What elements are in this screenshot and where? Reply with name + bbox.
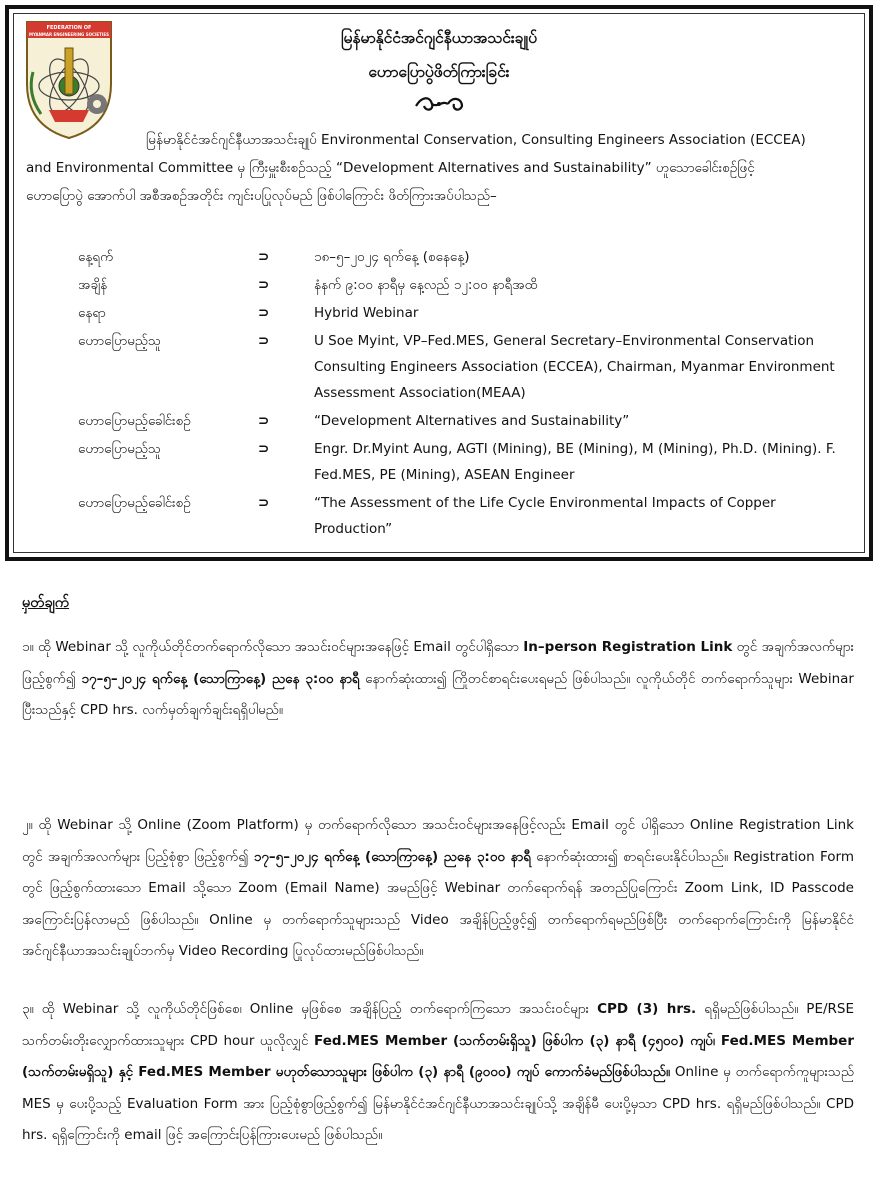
title-line-2: ဟောပြောပွဲဖိတ်ကြားခြင်း [368,63,510,81]
schedule-separator: ⊃ [258,495,270,511]
schedule-label: အချိန် [78,277,108,293]
schedule-label: နေ့ရက် [78,249,114,265]
note-text: ၁။ ထို Webinar သို့ လူကိုယ်တိုင်တက်ရောက်လိုသော အသင်းဝင်များအနေဖြင့် Email တွင်ပါရှိသော [22,639,524,655]
schedule-label: ဟောပြောမည့်ခေါင်းစဉ် [78,495,191,511]
note-bold: ၁၇–၅–၂၀၂၄ ရက်နေ့ (သောကြာနေ့) ညနေ ၃:၀၀ နာရီ [253,848,531,865]
note-bold: ၁၇–၅–၂၀၂၄ ရက်နေ့ (သောကြာနေ့) ညနေ ၃:၀၀ နာရီ [81,670,360,687]
schedule-separator: ⊃ [258,277,270,293]
schedule-separator: ⊃ [258,413,270,429]
note-text: Online မှ တက်ရောက်ကူများသည် MES မှ ပေးပို့သည့် Evaluation Form အား ပြည့်စုံစွာဖြည့်စွက်၍ မြန်မာနိုင်ငံအင်ဂျင်နီယာအသင်းချုပ်သို့ အချိန်မီ ပေးပို့မှသာ CPD hrs. ရရှိမည်ဖြစ်ပါသည်။ CPD hrs. ရရှိကြောင်းကို email ဖြင့် အကြောင်းပြန်ကြားပေးမည် ဖြစ်ပါသည်။ [22,1064,854,1143]
schedule-separator: ⊃ [258,441,270,457]
schedule-value: “The Assessment of the Life Cycle Environmental Impacts of Copper Production” [314,495,776,537]
schedule-row-speaker-1 [78,328,858,406]
schedule-value: Engr. Dr.Myint Aung, AGTI (Mining), BE (Mining), M (Mining), Ph.D. (Mining). F. Fed.MES, PE (Mining), ASEAN Engineer [314,441,836,483]
note-text: တွင် အချက်အလက်များ ဖြည့်စွက်၍ [22,639,854,687]
note-1 [22,632,854,727]
notes-heading: မှတ်ချက် [22,595,70,611]
schedule-value: နံနက် ၉:၀၀ နာရီမှ နေ့လည် ၁၂:၀၀ နာရီအထိ [314,277,538,293]
note-text: နောက်ဆုံးထား၍ စာရင်းပေးနိုင်ပါသည်။ Registration Form တွင် ဖြည့်စွက်ထားသော Email သို့သော Zoom (Email Name) အမည်ဖြင့် Webinar တက်ရောက်ရန် အတည်ပြုကြောင်း Zoom Link, ID Passcode အကြောင်းပြန်လာမည် ဖြစ်ပါသည်။ Online မှ တက်ရောက်သူများသည် Video အချိန်ပြည့်ဖွင့်၍ တက်ရောက်ရမည်ဖြစ်ပြီး တက်ရောက်ကြောင်းကို မြန်မာနိုင်ငံအင်ဂျင်နီယာအသင်းချုပ်ဘက်မှ Video Recording ပြုလုပ်ထားမည်ဖြစ်ပါသည်။ [22,848,854,959]
schedule-row-topic-1 [78,408,858,434]
schedule-separator: ⊃ [258,249,270,265]
intro-line-1: မြန်မာနိုင်ငံအင်ဂျင်နီယာအသင်းချုပ် Environmental Conservation, Consulting Engineers Association (ECCEA) [146,132,806,148]
schedule-value: “Development Alternatives and Sustainability” [314,413,630,429]
schedule-label: ဟောပြောမည့်ခေါင်းစဉ် [78,413,191,429]
note-3 [22,994,854,1152]
schedule-label: နေရာ [78,305,106,321]
intro-paragraph [26,126,852,210]
schedule-label: ဟောပြောမည့်သူ [78,441,162,457]
schedule-separator: ⊃ [258,305,270,321]
note-text: နောက်ဆုံးထား၍ ကြိုတင်စာရင်းပေးရမည် ဖြစ်ပါသည်။ လူကိုယ်တိုင် တက်ရောက်သူများ Webinar ပြီးသည်နှင့် CPD hrs. လက်မှတ်ချက်ချင်းရရှိပါမည်။ [22,670,854,718]
schedule-label: ဟောပြောမည့်သူ [78,333,162,349]
title-line-1: မြန်မာနိုင်ငံအင်ဂျင်နီယာအသင်းချုပ် [340,29,538,47]
schedule-list [78,244,858,544]
note-text: ၃။ ထို Webinar သို့ လူကိုယ်တိုင်ဖြစ်စေ၊ Online မှဖြစ်စေ အချိန်ပြည့် တက်ရောက်ကြသော အသင်းဝင်များ [22,1001,598,1017]
svg-text:FEDERATION OF: FEDERATION OF [46,25,92,31]
schedule-separator: ⊃ [258,333,270,349]
note-text: ရရှိမည်ဖြစ်ပါသည်။ PE/RSE သက်တမ်းတိုးလျှောက်ထားသူများ CPD hour ယူလိုလျှင် [22,1001,854,1049]
schedule-row-speaker-2 [78,436,858,488]
schedule-value: Hybrid Webinar [314,305,419,321]
note-2 [22,810,854,968]
schedule-row-venue [78,300,858,326]
svg-text:MYANMAR ENGINEERING SOCIETIES: MYANMAR ENGINEERING SOCIETIES [28,32,110,37]
schedule-value: ၁၈–၅–၂၀၂၄ ရက်နေ့ (စနေနေ့) [314,249,470,265]
schedule-row-time [78,272,858,298]
note-bold: CPD (3) hrs. [597,1001,697,1017]
ornament-icon [412,94,466,114]
schedule-row-topic-2 [78,490,858,542]
schedule-row-date [78,244,858,270]
note-bold: In–person Registration Link [523,639,733,655]
note-text: ၂။ ထို Webinar သို့ Online (Zoom Platform) မှ တက်ရောက်လိုသော အသင်းဝင်များအနေဖြင့်လည်း Email တွင် ပါရှိသော Online Registration Link တွင် အချက်အလက်များ ပြည့်စုံစွာ ဖြည့်စွက်၍ [22,817,854,865]
note-bold: Fed.MES Member (သက်တမ်းရှိသူ) ဖြစ်ပါက (၃) နာရီ (၄၅၀၀) ကျပ်၊ Fed.MES Member (သက်တမ်းမရှိသူ) နှင့် Fed.MES Member မဟုတ်သောသူများ ဖြစ်ပါက (၃) နာရီ (၉၀၀၀) ကျပ် ကောက်ခံမည်ဖြစ်ပါသည်။ [22,1032,854,1080]
intro-line-3: ဟောပြောပွဲ အောက်ပါ အစီအစဉ်အတိုင်း ကျင်းပပြုလုပ်မည် ဖြစ်ပါကြောင်း ဖိတ်ကြားအပ်ပါသည်– [26,188,497,204]
intro-line-2: and Environmental Committee မှ ကြီးမှူးစီးစဉ်သည့် “Development Alternatives and Sustainability” ဟူသောခေါင်းစဉ်ဖြင့် [26,160,755,176]
schedule-value: U Soe Myint, VP–Fed.MES, General Secretary–Environmental Conservation Consulting Engineers Association (ECCEA), Chairman, Myanmar Environment Assessment Association(MEAA) [314,333,835,401]
